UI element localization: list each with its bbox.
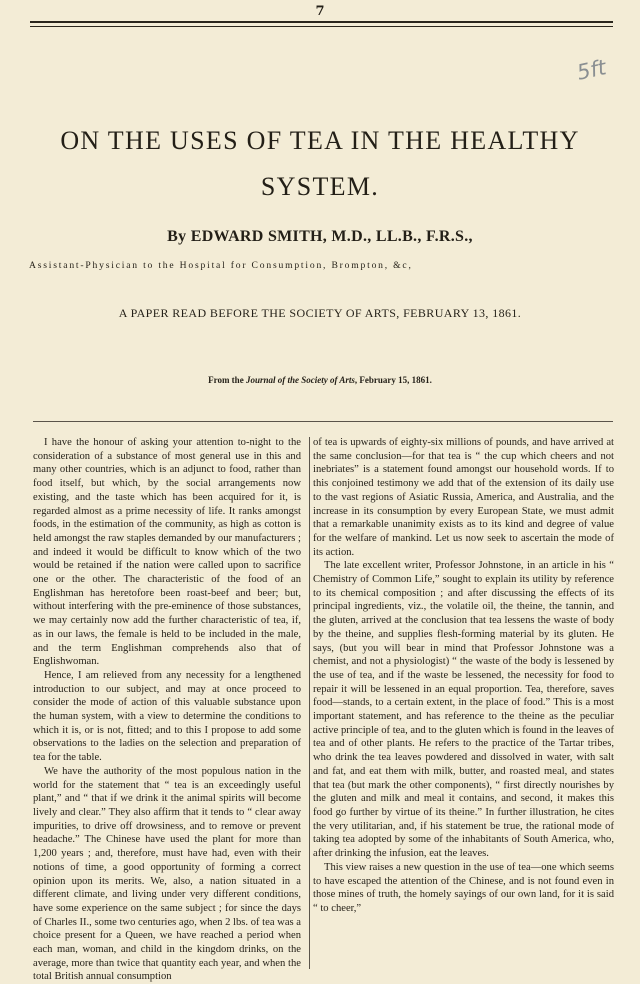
- author-byline: By EDWARD SMITH, M.D., LL.B., F.R.S.,: [167, 228, 473, 245]
- left-column: [33, 436, 301, 984]
- header-rule-thick: [30, 21, 613, 23]
- source-prefix: From the: [208, 375, 246, 385]
- author-affiliation: Assistant-Physician to the Hospital for Consumption, Brompton, &c,: [29, 260, 413, 271]
- header-rule-thin: [30, 26, 613, 27]
- body-paragraph: This view raises a new question in the use of tea—one which seems to have escaped the attention of the Chinese, and is not found even in those mines of truth, the homely sayings of our own land, for it is said “ to cheer,”: [313, 861, 614, 914]
- section-rule: [33, 421, 613, 422]
- source-citation: [0, 375, 640, 385]
- column-divider: [309, 437, 310, 969]
- source-journal: Journal of the Society of Arts: [245, 375, 355, 385]
- right-column: [313, 436, 614, 916]
- body-paragraph: I have the honour of asking your attention to-night to the consideration of a substance of most general use in this and many other countries, which is an adjunct to food, rather than food itself, but which, by the social arrangements now existing, and the taste which has been acquired for it, is regarded almost as a prime necessity of life. It ranks amongst foods, in the estimation of the community, as high as cotton is held amongst the raw staples demanded by our manufacturers ; and indeed it would be difficult to know which of the two would be retained if the nation were called upon to sacrifice one or the other. The characteristic of the food of an Englishman has heretofore been roast-beef and beer; but, without interfering with the pre-eminence of those substances, we may certainly now add the further characteristic of tea, if, as in our laws, the female is held to be included in the male, and the term Englishman comprehends also that of Englishwoman.: [33, 437, 301, 668]
- body-paragraph: We have the authority of the most populous nation in the world for the statement that “ tea is an exceedingly useful plant,” and “ that if we drink it the animal spirits will become lively and clear.” They also affirm that it tends to “ clear away impurities, to drive off drowsiness, and to remove or prevent headache.” The Chinese have used the plant for more than 1,200 years ; and, therefore, must have had, even with their notions of time, a good opportunity of forming a correct opinion upon its merits. We, also, a nation situated in a different climate, and living under very different conditions, have some experience on the same subject ; for since the days of Charles II., some two centuries ago, when 2 lbs. of tea was a choice present for a Queen, we have reached a period when each man, woman, and child in the kingdom drinks, on the average, more than twice that quantity each year, and when the total British annual consumption: [33, 765, 302, 983]
- body-paragraph: The late excellent writer, Professor Johnstone, in an article in his “ Chemistry of Common Life,” sought to explain its utility by reference to its chemical composition ; and after discussing the effects of its principal ingredients, viz., the volatile oil, the theine, the tannin, and the gluten, arrived at the conclusion that tea lessens the waste of body by the theine, and supplies flesh-forming material by its gluten. He says, (but you will bear in mind that Professor Johnstone was a chemist, and not a physiologist) “ the waste of the body is lessened by the use of tea, and if the waste be lessened, the necessity for food to repair it will be lessened in an equal proportion. Tea, therefore, saves food—stands, to a certain extent, in the place of food.” This is a most important statement, and has reference to the theine as the peculiar active principle of tea, and to the gluten which is found in the leaves of tea and of other plants. He refers to the practice of the Tartar tribes, who drink the tea leaves powdered and dissolved in water, with salt and fat, and eat them with milk, butter, and roasted meal, and states that tea (but mark the other components), “ first directly nourishes by the gluten and milk and meal it contains, and second, it makes this food go further by virtue of its theine.” In further illustration, he cites the very utilitarian, and, if his statement be true, the rational mode of taking tea adopted by some of the inhabitants of South America, who, after drinking the infusion, eat the leaves.: [313, 560, 614, 860]
- paper-read-note: A PAPER READ BEFORE THE SOCIETY OF ARTS, FEBRUARY 13, 1861.: [118, 306, 522, 320]
- article-title: ON THE USES OF TEA IN THE HEALTHY SYSTEM.: [60, 126, 580, 201]
- handwritten-margin-note: 5ft: [574, 55, 609, 85]
- body-paragraph: Hence, I am relieved from any necessity for a lengthened introduction to our subject, and may at once proceed to consider the mode of action of this valuable substance upon the human system, with a view to determine the conditions to which it is, or is not, fitted; and to this I propose to add some observations to the ladies on the selection and preparation of tea for the table.: [33, 669, 301, 764]
- page-number: 7: [315, 4, 325, 19]
- body-paragraph: of tea is upwards of eighty-six millions of pounds, and have arrived at the same conclusion—for that tea is “ the cup which cheers and not inebriates” is a statement found amongst our household words. If to this conjoined testimony we add that of the extension of its daily use to the vast regions of Asiatic Russia, America, and Australia, and the increase in its consumption by every European State, we must admit that a remarkable unanimity exists as to its kind and degree of value for the welfare of mankind. Let us now seek to ascertain the mode of its action.: [313, 437, 614, 558]
- source-suffix: , February 15, 1861.: [354, 375, 432, 385]
